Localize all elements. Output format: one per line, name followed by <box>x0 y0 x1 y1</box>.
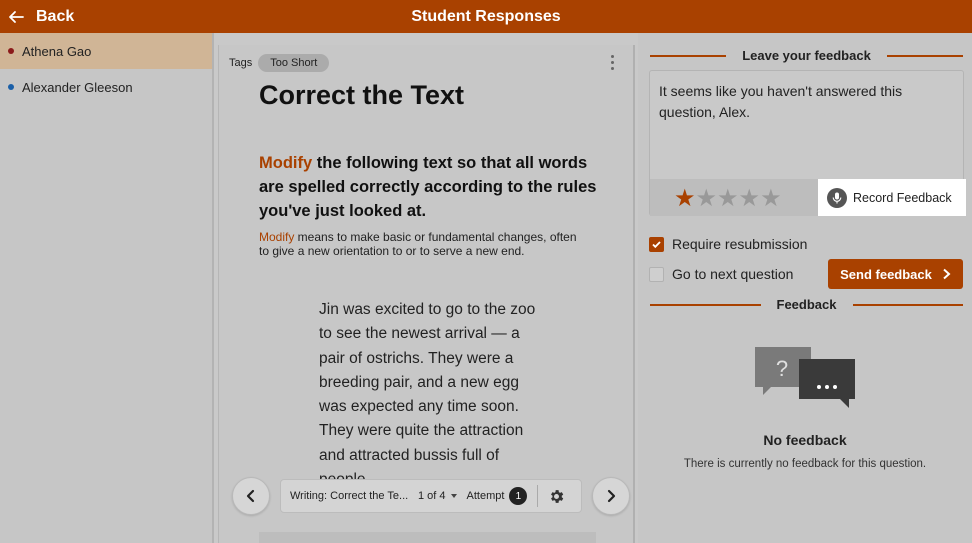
leave-feedback-title: Leave your feedback <box>742 48 871 63</box>
caret-down-icon <box>451 494 457 498</box>
top-bar <box>0 0 972 33</box>
attempt-label: Attempt <box>466 490 505 502</box>
chevron-right-icon <box>604 489 618 503</box>
leave-feedback-header <box>650 48 963 63</box>
definition-keyword: Modify <box>259 230 295 244</box>
star-rating[interactable] <box>674 187 782 211</box>
star-icon[interactable]: ★ <box>695 185 718 212</box>
definition-text: means to make basic or fundamental changes, often to give a new orientation to or to serve a new end. <box>259 230 577 258</box>
feedback-history-title: Feedback <box>776 297 837 312</box>
attempt-badge[interactable]: 1 <box>509 487 527 505</box>
status-dot <box>8 48 14 54</box>
student-name: Alexander Gleeson <box>22 79 133 95</box>
require-resubmission-label: Require resubmission <box>672 236 808 252</box>
send-feedback-label: Send feedback <box>840 266 932 282</box>
student-item-alexander-gleeson[interactable] <box>0 69 212 105</box>
next-question-label: Go to next question <box>672 266 794 282</box>
feedback-history-header <box>650 297 963 312</box>
record-feedback-label: Record Feedback <box>853 190 952 205</box>
tag-chip[interactable]: Too Short <box>258 54 329 72</box>
status-dot <box>8 84 14 90</box>
require-resubmission-checkbox[interactable] <box>649 236 807 252</box>
answer-area-preview <box>259 532 596 543</box>
send-feedback-button[interactable] <box>828 259 963 289</box>
chat-bubbles-icon <box>753 345 858 409</box>
student-item-athena-gao[interactable] <box>0 33 212 69</box>
back-label: Back <box>36 7 75 25</box>
settings-button[interactable] <box>548 488 565 505</box>
passage-text: Jin was excited to go to the zoo to see the newest arrival — a pair of ostrichs. They were a breeding pair, and a new egg was expected any time soon. They were quite the attraction and attracted bussis full of <box>319 301 536 464</box>
page-select[interactable] <box>418 490 457 502</box>
arrow-left-icon <box>8 9 24 25</box>
checkbox-unchecked-icon <box>649 267 664 282</box>
empty-state-title: No feedback <box>763 432 847 448</box>
microphone-icon <box>827 188 847 208</box>
attempt-indicator <box>467 487 528 505</box>
empty-state-text: There is currently no feedback for this question. <box>683 458 927 470</box>
student-list <box>0 33 214 543</box>
chevron-right-icon <box>942 268 951 280</box>
next-question-checkbox[interactable] <box>649 266 793 282</box>
tags-row <box>229 54 329 72</box>
page-indicator: 1 of 4 <box>418 490 446 502</box>
star-icon[interactable]: ★ <box>674 185 696 212</box>
feedback-toolbar <box>650 179 963 216</box>
question-navigator <box>280 479 582 513</box>
question-panel <box>218 45 635 543</box>
feedback-editor <box>649 70 964 216</box>
question-instruction <box>259 151 599 223</box>
divider <box>537 485 538 507</box>
instruction-text: the following text so that all words are spelled correctly according to the rules you've just looked at. <box>259 154 597 220</box>
page-title: Student Responses <box>411 8 561 25</box>
star-icon[interactable]: ★ <box>760 185 782 212</box>
question-title: Correct the Text <box>259 80 465 110</box>
star-icon[interactable]: ★ <box>717 185 739 212</box>
feedback-panel <box>638 33 972 543</box>
svg-text:?: ? <box>775 356 789 381</box>
feedback-textarea[interactable]: It seems like you haven't answered this question, Alex. <box>659 83 903 120</box>
gear-icon <box>548 488 565 505</box>
tags-label: Tags <box>229 57 253 69</box>
keyword-definition <box>259 230 589 258</box>
chevron-left-icon <box>244 489 258 503</box>
navigator-question-label: Writing: Correct the Te... <box>290 490 409 502</box>
previous-button[interactable] <box>232 477 270 515</box>
more-options-icon[interactable] <box>611 55 615 70</box>
checkbox-checked-icon <box>649 237 664 252</box>
instruction-keyword: Modify <box>259 154 313 172</box>
back-button[interactable] <box>8 0 74 33</box>
student-name: Athena Gao <box>22 43 92 59</box>
next-button[interactable] <box>592 477 630 515</box>
record-feedback-button[interactable] <box>818 179 966 216</box>
star-icon[interactable]: ★ <box>738 185 761 212</box>
